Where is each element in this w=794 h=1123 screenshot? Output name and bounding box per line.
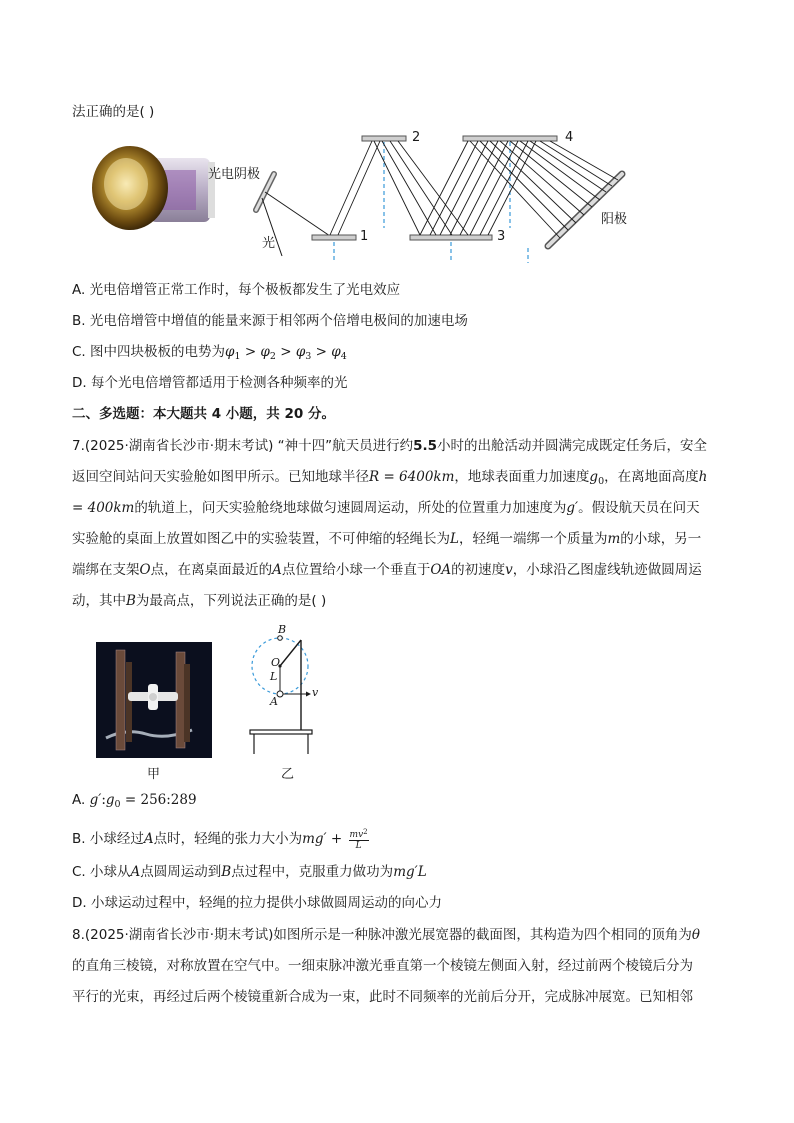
q7-l1b: 小时的出舱活动并圆满完成既定任务后，安全 (437, 438, 708, 454)
label-photocathode: 光电阴极 (208, 167, 261, 182)
q7-l5a: 端绑在支架 (72, 562, 140, 578)
caption-jia: 甲 (147, 767, 161, 782)
label-point-O: O (271, 656, 281, 669)
q7-l4b: ，轻绳一端绑一个质量为 (458, 531, 608, 547)
q7-g0: $g_0$ (589, 469, 605, 487)
q7-option-c-mid2: 点过程中，克服重力做功为 (231, 864, 394, 880)
q7-l5b: 点，在离桌面最近的 (150, 562, 273, 578)
q7-L: L (450, 531, 459, 547)
q8-theta-1: θ (691, 927, 700, 943)
q7-l1a: 7.(2025·湖南省长沙市·期末考试) “神十四”航天员进行约 (72, 438, 414, 454)
q7-m: m (607, 531, 621, 547)
q7-O: O (139, 562, 151, 578)
q7-option-a-ratio: 256:289 (140, 792, 197, 808)
q7-height: = 400km (72, 500, 135, 516)
q7-gprime: g′ (566, 500, 579, 516)
q6-intro: 法正确的是( ) (72, 104, 155, 120)
q7-l5d: 的初速度 (451, 562, 506, 578)
label-point-B: B (278, 623, 287, 636)
q7-option-b[interactable] (72, 827, 369, 851)
q7-l6a: 动，其中 (72, 593, 126, 609)
q6-option-c-prefix: C. 图中四块极板的电势为 (72, 344, 226, 360)
q7-A: A (272, 562, 282, 578)
q7-line-4 (72, 529, 701, 549)
q7-l6b: 为最高点，下列说法正确的是( ) (135, 593, 327, 609)
q7-l4c: 的小球，另一 (620, 531, 702, 547)
q7-option-b-fraction: $\frac{mv^2}{L}$ (349, 828, 368, 851)
q6-option-c-formula: $\varphi_1 > \varphi_2 > \varphi_3 > \varphi_4$ (225, 344, 347, 362)
table (250, 730, 312, 734)
q7-l3c: 。假设航天员在问天 (578, 500, 700, 516)
q7-option-b-A: A (143, 831, 154, 847)
q7-l5e: ，小球沿乙图虚线轨迹做圆周运 (512, 562, 702, 578)
label-dynode-3: 3 (497, 229, 506, 244)
label-velocity-v: v (312, 686, 319, 699)
velocity-arrow-icon (306, 692, 311, 697)
label-length-L: L (270, 670, 278, 683)
dynode-3 (410, 235, 492, 240)
dynode-1 (312, 235, 356, 240)
q7-line-3 (72, 498, 700, 518)
q7-option-b-formula: mg′ + (302, 831, 343, 847)
q7-option-c-prefix: C. 小球从 (72, 864, 131, 880)
q7-l3b: 的轨道上，问天实验舱绕地球做匀速圆周运动，所处的位置重力加速度为 (134, 500, 567, 516)
section-heading: 二、多选题：本大题共 4 小题，共 20 分。 (72, 406, 335, 422)
dynode-2 (362, 136, 406, 141)
q7-l2c: ，在离地面高度 (604, 469, 699, 485)
q7-option-c-A: A (130, 864, 141, 880)
photomultiplier-figure (90, 128, 650, 268)
q7-option-c[interactable] (72, 862, 427, 882)
q7-l5c: 点位置给小球一个垂直于 (281, 562, 431, 578)
label-dynode-2: 2 (412, 130, 421, 145)
q6-option-c[interactable] (72, 342, 347, 367)
photomultiplier-photo (92, 146, 215, 230)
caption-yi: 乙 (281, 767, 295, 782)
q8-line-2: 的直角三棱镜，对称放置在空气中。一细束脉冲激光垂直第一个棱镜左侧面入射，经过前两个棱镜后分为 (72, 958, 693, 974)
label-anode: 阳极 (601, 212, 628, 227)
q7-line-1 (72, 436, 707, 456)
q8-l1: 8.(2025·湖南省长沙市·期末考试)如图所示是一种脉冲激光展宽器的截面图，其构造为四个相同的顶角为 (72, 927, 692, 943)
q7-option-a[interactable] (72, 790, 197, 815)
q7-option-a-prefix: A. (72, 792, 90, 808)
q7-option-b-mid: 点时，轻绳的张力大小为 (153, 831, 303, 847)
q6-option-d[interactable]: D. 每个光电倍增管都适用于检测各种频率的光 (72, 375, 348, 391)
label-dynode-1: 1 (360, 229, 369, 244)
q7-option-c-formula: mg′L (393, 864, 427, 880)
pendulum-apparatus-figure (244, 622, 334, 760)
label-point-A: A (270, 695, 278, 708)
q7-radius: R = 6400km (369, 469, 455, 485)
q6-option-b[interactable]: B. 光电倍增管中增值的能量来源于相邻两个倍增电极间的加速电场 (72, 313, 468, 329)
q7-line-5 (72, 560, 702, 580)
q7-B: B (126, 593, 136, 609)
q7-option-d[interactable]: D. 小球运动过程中，轻绳的拉力提供小球做圆周运动的向心力 (72, 895, 442, 911)
q7-v: v (505, 562, 513, 578)
q7-option-a-formula: $g':g_0$ = (89, 792, 137, 810)
q7-l2a: 返回空间站问天实验舱如图甲所示。已知地球半径 (72, 469, 369, 485)
dynode-4 (463, 136, 557, 141)
q7-option-c-B: B (221, 864, 232, 880)
q7-line-6 (72, 591, 326, 611)
q8-line-1 (72, 925, 700, 945)
q8-line-3: 平行的光束，再经过后两个棱镜重新合成为一束，此时不同频率的光前后分开，完成脉冲展宽。已知相邻 (72, 989, 693, 1005)
label-dynode-4: 4 (565, 130, 574, 145)
space-station-photo (96, 642, 212, 758)
q6-option-a[interactable]: A. 光电倍增管正常工作时，每个极板都发生了光电效应 (72, 282, 401, 298)
q7-l2b: ，地球表面重力加速度 (454, 469, 590, 485)
q7-option-c-mid: 点圆周运动到 (140, 864, 222, 880)
q7-l1num: 5.5 (413, 438, 438, 454)
q7-OA: OA (430, 562, 452, 578)
q7-h: h (698, 469, 708, 485)
label-light: 光 (262, 236, 276, 251)
q7-line-2 (72, 467, 707, 492)
q7-l4a: 实验舱的桌面上放置如图乙中的实验装置，不可伸缩的轻绳长为 (72, 531, 450, 547)
q7-option-b-prefix: B. 小球经过 (72, 831, 144, 847)
